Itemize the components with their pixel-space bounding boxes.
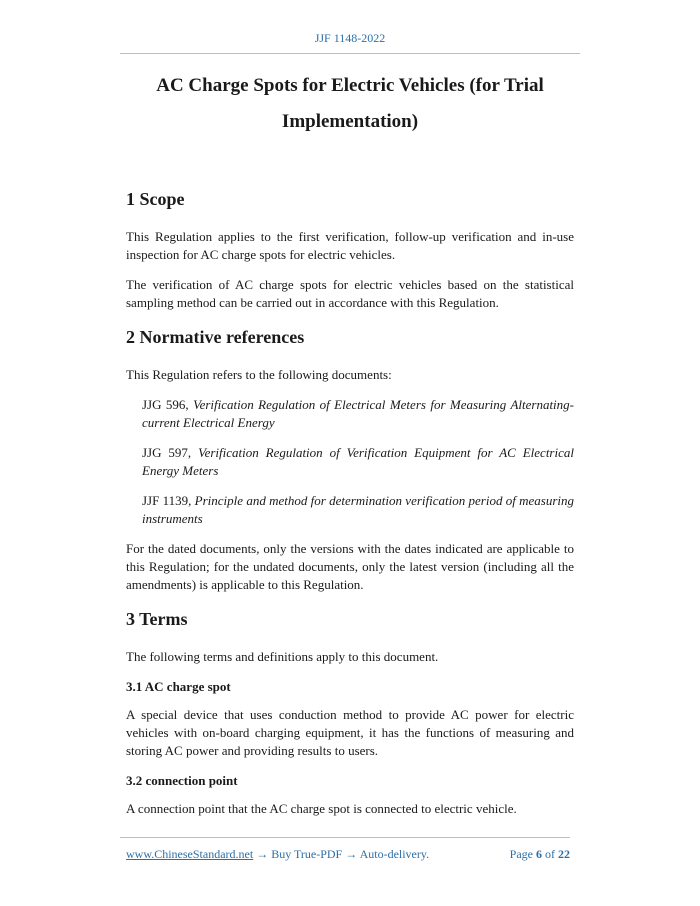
reference-item [142, 396, 574, 432]
page-footer [126, 847, 570, 862]
page-header: JJF 1148-2022 [314, 31, 386, 45]
document-body [126, 186, 574, 830]
page-indicator [510, 847, 570, 862]
document-title [90, 68, 610, 140]
website-link[interactable]: www.ChineseStandard.net [126, 847, 254, 861]
reference-title: Verification Regulation of Verification Equipment for AC Electrical Energy Meters [142, 445, 574, 478]
normative-heading: 2 Normative references [126, 327, 305, 347]
page-total: 22 [558, 847, 570, 861]
reference-code: JJG 596, [142, 397, 194, 412]
normative-intro: This Regulation refers to the following documents: [126, 367, 392, 382]
page-number: 6 [536, 847, 542, 861]
title-line-2: Implementation) [281, 111, 419, 132]
reference-code: JJF 1139, [142, 493, 195, 508]
term-heading: 3.2 connection point [126, 773, 238, 788]
of-word: of [545, 847, 555, 861]
reference-code: JJG 597, [142, 445, 199, 460]
term-definition: A connection point that the AC charge spot is connected to electric vehicle. [126, 801, 517, 816]
reference-title: Verification Regulation of Electrical Meters for Measuring Alternating-current Electrical Energy [142, 397, 574, 430]
terms-heading: 3 Terms [126, 609, 188, 629]
header-divider [120, 53, 580, 54]
term-definition: A special device that uses conduction method to provide AC power for electric vehicles with on-board charging equipment, it has the functions of measuring and storing AC power and providing results to users. [126, 707, 574, 758]
scope-paragraph-2: The verification of AC charge spots for electric vehicles based on the statistical sampling method can be carried out in accordance with this Regulation. [126, 277, 574, 310]
footer-tagline: → Buy True-PDF → Auto-delivery. [253, 847, 430, 861]
footer-divider [120, 837, 570, 838]
terms-intro: The following terms and definitions apply to this document. [126, 649, 439, 664]
reference-title: Principle and method for determination verification period of measuring instruments [142, 493, 574, 526]
normative-outro: For the dated documents, only the versions with the dates indicated are applicable to this Regulation; for the undated documents, only the latest version (including all the amendments) is applicable to this Regulation. [126, 541, 574, 592]
scope-heading: 1 Scope [126, 189, 185, 209]
page-word: Page [509, 847, 533, 861]
reference-item [142, 492, 574, 528]
reference-item [142, 444, 574, 480]
scope-paragraph-1: This Regulation applies to the first verification, follow-up verification and in-use inspection for AC charge spots for electric vehicles. [126, 229, 574, 262]
term-heading: 3.1 AC charge spot [126, 679, 231, 694]
title-line-1: AC Charge Spots for Electric Vehicles (for Trial [156, 75, 544, 96]
